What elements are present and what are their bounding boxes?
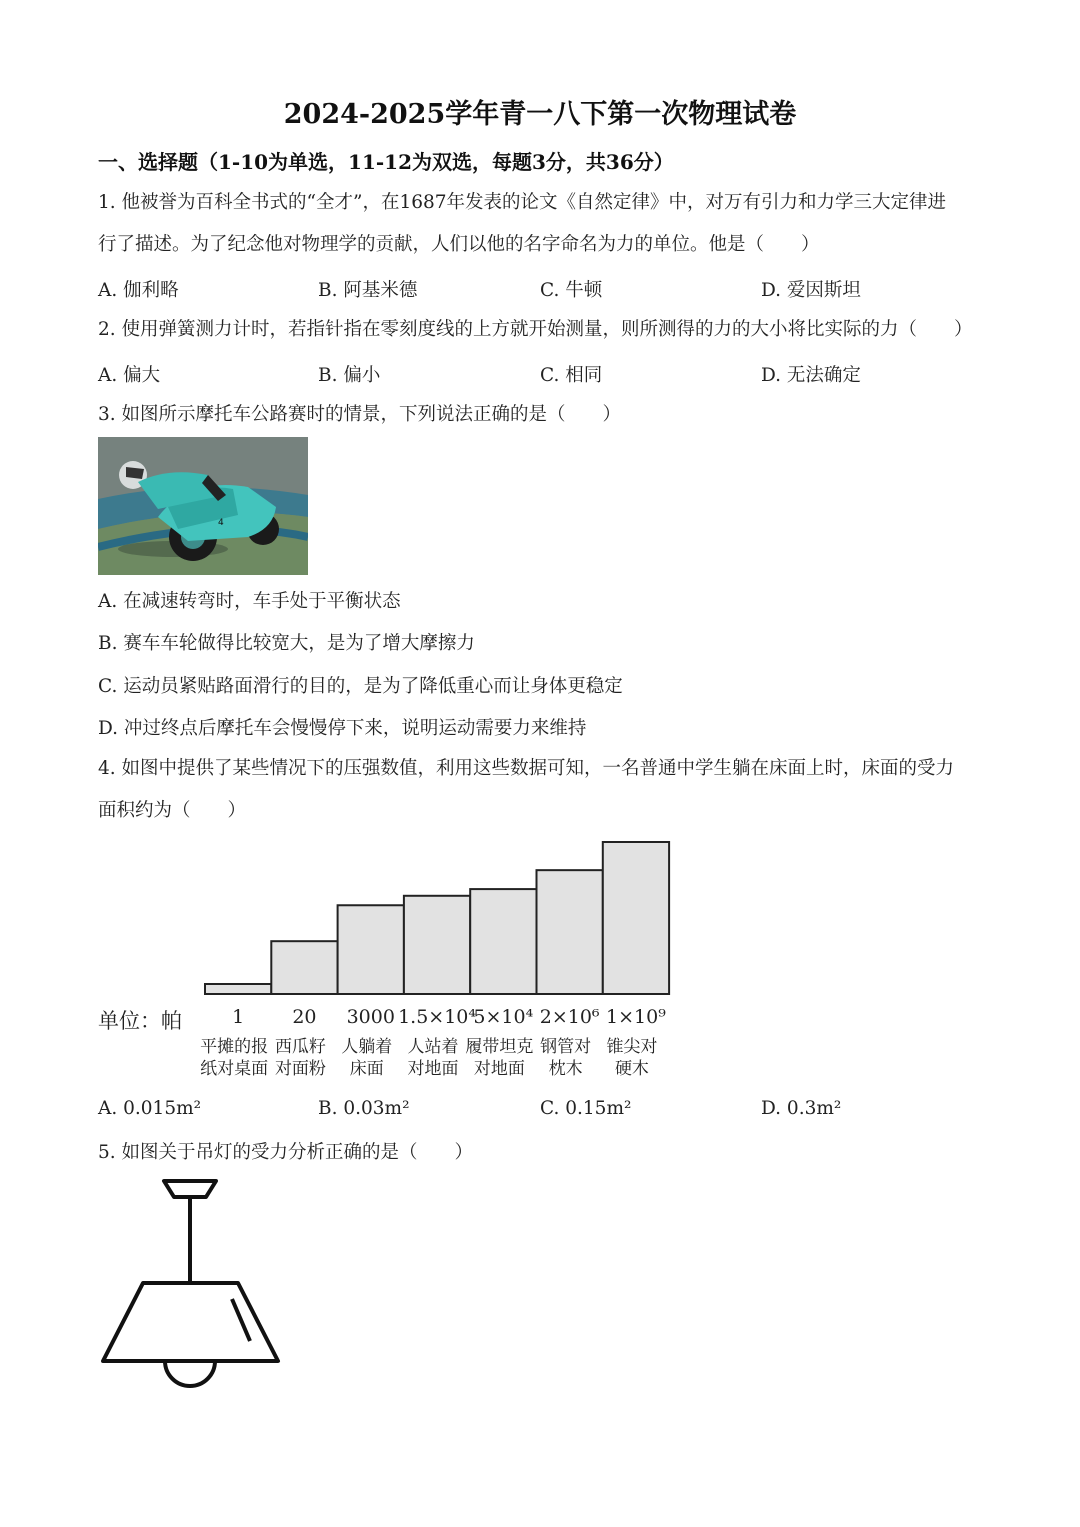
category-label-4-line-0: 履带坦克 — [465, 1037, 534, 1057]
tick-label-0: 1 — [232, 1006, 245, 1028]
category-label-0-line-0: 平摊的报 — [200, 1037, 269, 1057]
question-4-stem-line2: 面积约为（ ） — [98, 800, 247, 821]
category-label-6-line-0: 锥尖对 — [606, 1037, 658, 1057]
bar-5 — [537, 870, 603, 994]
question-3-option-d: D. 冲过终点后摩托车会慢慢停下来，说明运动需要力来维持 — [98, 718, 587, 739]
question-2-option-b: B. 偏小 — [318, 365, 381, 386]
question-1-option-d: D. 爱因斯坦 — [761, 280, 861, 301]
category-label-5-line-0: 钢管对 — [540, 1037, 592, 1057]
question-4-option-c: C. 0.15m² — [540, 1098, 632, 1119]
category-label-6 — [589, 1036, 675, 1080]
hanging-lamp-diagram — [98, 1175, 288, 1395]
bar-0 — [205, 984, 271, 994]
question-4-option-b: B. 0.03m² — [318, 1098, 410, 1119]
question-2-option-c: C. 相同 — [540, 365, 603, 386]
tick-label-5: 2×10⁶ — [539, 1006, 600, 1028]
category-label-3-line-1: 对地面 — [407, 1059, 459, 1079]
tick-label-6: 1×10⁹ — [606, 1006, 666, 1028]
bar-2 — [338, 905, 404, 994]
question-2-option-d: D. 无法确定 — [761, 365, 861, 386]
category-label-3-line-0: 人站着 — [407, 1037, 459, 1057]
tick-label-4: 5×10⁴ — [473, 1006, 534, 1028]
question-1-option-c: C. 牛顿 — [540, 280, 603, 301]
question-4-stem-line1: 4. 如图中提供了某些情况下的压强数值，利用这些数据可知，一名普通中学生躺在床面上时，床面的受力 — [98, 758, 955, 779]
question-4-option-a: A. 0.015m² — [98, 1098, 202, 1119]
question-3-option-c: C. 运动员紧贴路面滑行的目的，是为了降低重心而让身体更稳定 — [98, 676, 623, 697]
tick-label-1: 20 — [292, 1006, 317, 1028]
category-label-2-line-0: 人躺着 — [341, 1037, 393, 1057]
category-label-5-line-1: 枕木 — [548, 1059, 583, 1079]
bar-1 — [271, 941, 337, 994]
question-1-stem-line2: 行了描述。为了纪念他对物理学的贡献，人们以他的名字命名为力的单位。他是（ ） — [98, 234, 820, 255]
category-label-2-line-1: 床面 — [349, 1059, 384, 1079]
lamp-ceiling-mount — [164, 1181, 216, 1197]
question-5-stem: 5. 如图关于吊灯的受力分析正确的是（ ） — [98, 1142, 474, 1163]
question-3-option-b: B. 赛车车轮做得比较宽大，是为了增大摩擦力 — [98, 633, 475, 654]
question-3-option-a: A. 在减速转弯时，车手处于平衡状态 — [98, 591, 401, 612]
category-label-0-line-1: 纸对桌面 — [200, 1059, 269, 1079]
question-1-option-a: A. 伽利略 — [98, 280, 179, 301]
lamp-shade — [103, 1283, 278, 1361]
page-title: 2024-2025学年青一八下第一次物理试卷 — [283, 99, 797, 130]
bar-4 — [470, 889, 536, 994]
question-1-stem-line1: 1. 他被誉为百科全书式的“全才”，在1687年发表的论文《自然定律》中，对万有引力和力学三大定律进 — [98, 192, 947, 213]
category-label-1-line-0: 西瓜籽 — [274, 1037, 326, 1057]
svg-text:4: 4 — [218, 518, 224, 528]
lamp-bulb — [165, 1361, 215, 1386]
question-4-option-d: D. 0.3m² — [761, 1098, 842, 1119]
bar-3 — [404, 896, 470, 994]
question-2-stem: 2. 使用弹簧测力计时，若指针指在零刻度线的上方就开始测量，则所测得的力的大小将比实际的力（ ） — [98, 319, 973, 340]
question-2-option-a: A. 偏大 — [98, 365, 161, 386]
bar-6 — [603, 842, 669, 994]
category-label-4-line-1: 对地面 — [473, 1059, 525, 1079]
tick-label-2: 3000 — [346, 1006, 395, 1028]
question-3-stem: 3. 如图所示摩托车公路赛时的情景，下列说法正确的是（ ） — [98, 404, 622, 425]
category-label-1-line-1: 对面粉 — [274, 1059, 326, 1079]
section-heading: 一、选择题（1-10为单选，11-12为双选，每题3分，共36分） — [98, 150, 674, 174]
tick-label-3: 1.5×10⁴ — [398, 1006, 476, 1028]
category-label-6-line-1: 硬木 — [614, 1059, 649, 1079]
question-1-option-b: B. 阿基米德 — [318, 280, 418, 301]
chart-unit-label: 单位：帕 — [98, 1009, 182, 1033]
